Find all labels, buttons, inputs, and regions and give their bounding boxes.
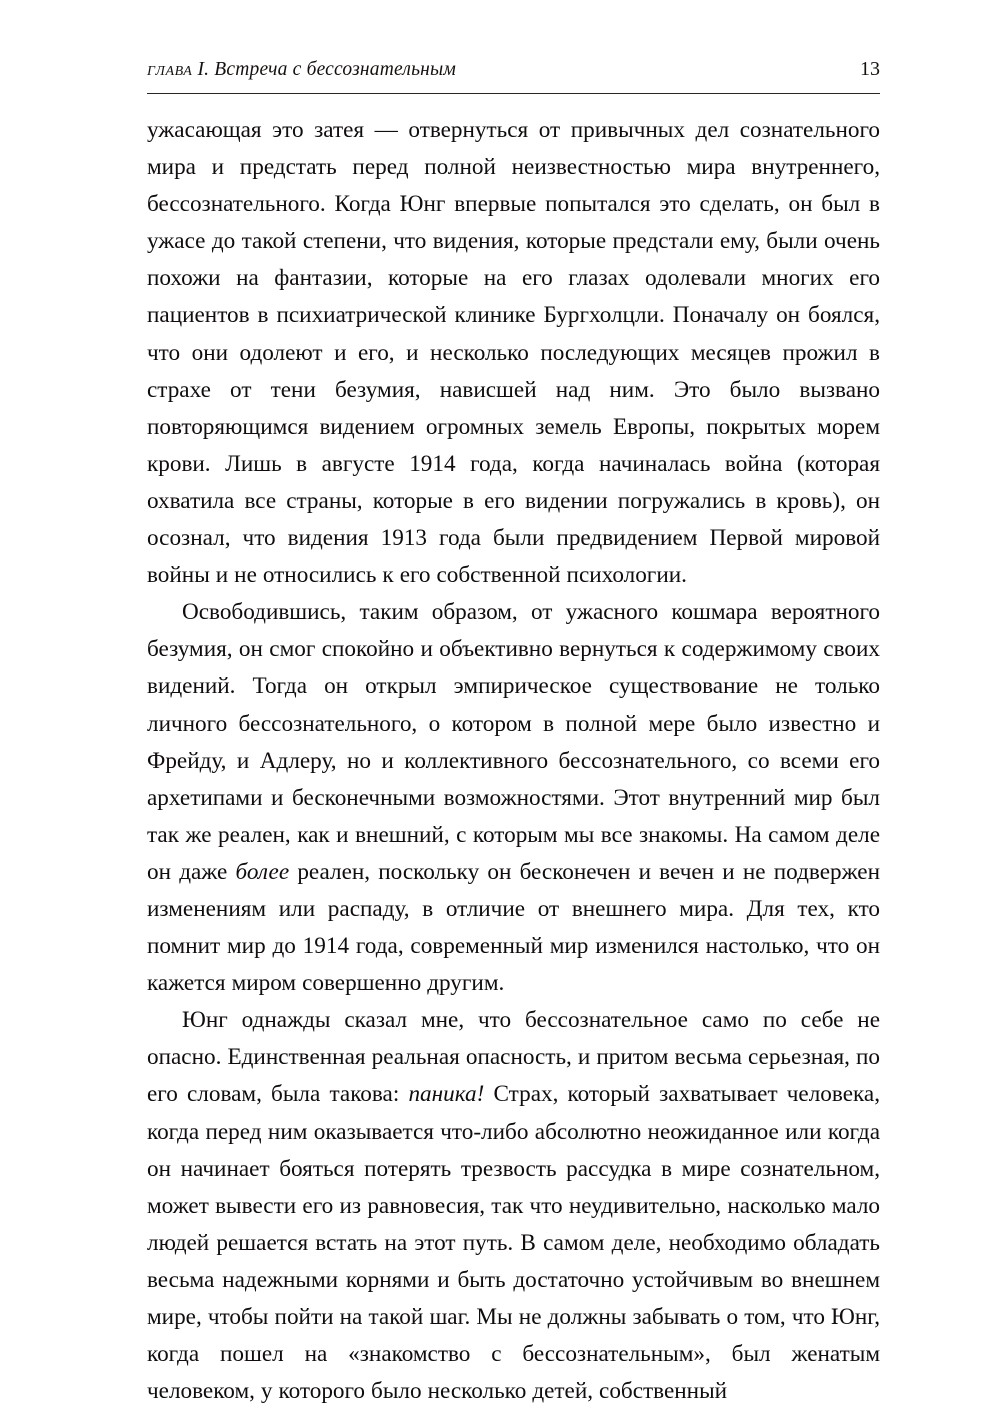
running-head-title-text: I. Встреча с бессознательным <box>197 59 457 80</box>
page-number: 13 <box>860 58 880 80</box>
header-rule-divider <box>147 93 880 94</box>
paragraph-2-emphasis-1: более <box>235 858 290 885</box>
paragraph-3: Юнг однажды сказал мне, что бессознательное само по себе не опасно. Единственная реальная опасность, и притом весьма серьезная, по его словам, была такова: паника! Страх, который захватывает человека, когда перед ним оказывается что-либо абсолютно неожиданное или когда он начинает бояться потерять трезвость рассудка в мире сознательном, может вывести его из равновесия, так что неудивительно, насколько мало людей решается встать на этот путь. В самом деле, необходимо обладать весьма надежными корнями и быть достаточно устойчивым во внешнем мире, чтобы пойти на такой шаг. Мы не должны забывать о том, что Юнг, когда пошел на «знакомство с бессознательным», был женатым человеком, у которого было несколько детей, собственный <box>147 1007 880 1405</box>
paragraph-3-emphasis-1: паника! <box>408 1081 485 1108</box>
running-head <box>147 58 880 81</box>
body-text-block <box>147 112 880 1410</box>
paragraph-1: ужасающая это затея — отвернуться от привычных дел сознательного мира и предстать перед полной неизвестностью мира внутреннего, бессознательного. Когда Юнг впервые попытался это сделать, он был в ужасе до такой степени, что видения, которые предстали ему, были очень похожи на фантазии, которые на его глазах одолевали многих его пациентов в психиатрической клинике Бургхолцли. Поначалу он боялся, что они одолеют и его, и несколько последующих месяцев прожил в страхе от тени безумия, нависшей над ним. Это было вызвано повторяющимся видением огромных земель Европы, покрытых морем крови. Лишь в августе 1914 года, когда начиналась война (которая охватила все страны, которые в его видении погружались в кровь), он осознал, что видения 1913 года были предвидением Первой мировой войны и не относились к его собственной психологии. <box>147 117 880 589</box>
running-head-title <box>147 59 456 81</box>
running-head-chapter-word: глава <box>147 59 193 80</box>
paragraph-2: Освободившись, таким образом, от ужасного кошмара вероятного безумия, он смог спокойно и объективно вернуться к содержимому своих видений. Тогда он открыл эмпирическое существование не только личного бессознательного, о котором в полной мере было известно и Фрейду, и Адлеру, но и коллективного бессознательного, со всеми его архетипами и бесконечными возможностями. Этот внутренний мир был так же реален, как и внешний, с которым мы все знакомы. На самом деле он даже более реален, поскольку он бесконечен и вечен и не подвержен изменениям или распаду, в отличие от внешнего мира. Для тех, кто помнит мир до 1914 года, современный мир изменился настолько, что он кажется миром совершенно другим. <box>147 599 880 997</box>
